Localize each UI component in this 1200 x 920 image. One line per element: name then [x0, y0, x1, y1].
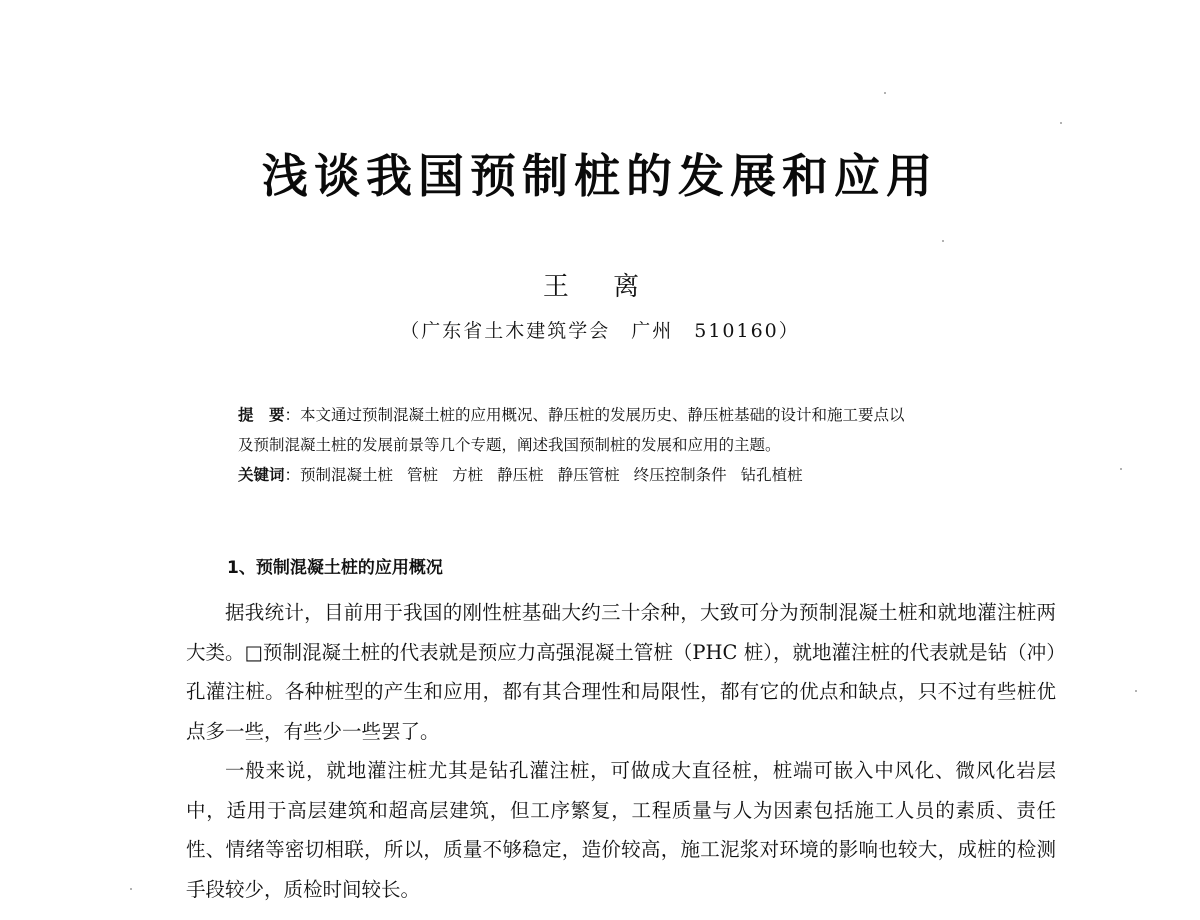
keyword: 静压管桩 — [557, 466, 620, 484]
keywords-separator: ： — [284, 466, 301, 484]
abstract-line-2: 及预制混凝土桩的发展前景等几个专题，阐述我国预制桩的发展和应用的主题。 — [238, 436, 781, 454]
scan-speck — [942, 240, 944, 242]
keyword: 方桩 — [452, 466, 484, 484]
keywords-line — [238, 460, 1028, 490]
keyword: 预制混凝土桩 — [300, 466, 394, 484]
paper-title: 浅谈我国预制桩的发展和应用 — [262, 149, 938, 203]
section-body — [186, 593, 1056, 909]
keyword: 终压控制条件 — [633, 466, 727, 484]
keyword: 管桩 — [407, 466, 439, 484]
scan-speck — [1135, 690, 1137, 692]
scan-speck — [884, 92, 886, 94]
abstract-line-1 — [238, 400, 1028, 430]
section-heading: 1、预制混凝土桩的应用概况 — [227, 558, 443, 578]
keyword: 静压桩 — [497, 466, 544, 484]
body-paragraph: 一般来说，就地灌注桩尤其是钻孔灌注桩，可做成大直径桩，桩端可嵌入中风化、微风化岩层中，适用于高层建筑和超高层建筑，但工序繁复，工程质量与人为因素包括施工人员的素质、责任性、情绪等密切相联，所以，质量不够稳定，造价较高，施工泥浆对环境的影响也较大，成桩的检测手段较少，质检时间较长。 — [186, 759, 1056, 901]
keyword: 钻孔植桩 — [740, 466, 803, 484]
author-affiliation: （广东省土木建筑学会 广州 510160） — [400, 320, 800, 342]
abstract-label: 提 要 — [238, 405, 285, 424]
keywords-label: 关键词 — [238, 465, 285, 484]
abstract-block — [238, 400, 1028, 490]
body-paragraph: 据我统计，目前用于我国的刚性桩基础大约三十余种，大致可分为预制混凝土桩和就地灌注桩两大类。□预制混凝土桩的代表就是预应力高强混凝土管桩（PHC 桩），就地灌注桩的代表就是钻（冲）孔灌注桩。各种桩型的产生和应用，都有其合理性和局限性，都有它的优点和缺点，只不过有些桩优点多一些，有些少一些罢了。 — [186, 601, 1056, 743]
scan-speck — [1120, 468, 1122, 470]
author-name: 王 离 — [542, 272, 658, 302]
abstract-text-1: ：本文通过预制混凝土桩的应用概况、静压桩的发展历史、静压桩基础的设计和施工要点以 — [284, 406, 905, 424]
scan-speck — [130, 888, 132, 890]
scan-speck — [1060, 122, 1062, 124]
